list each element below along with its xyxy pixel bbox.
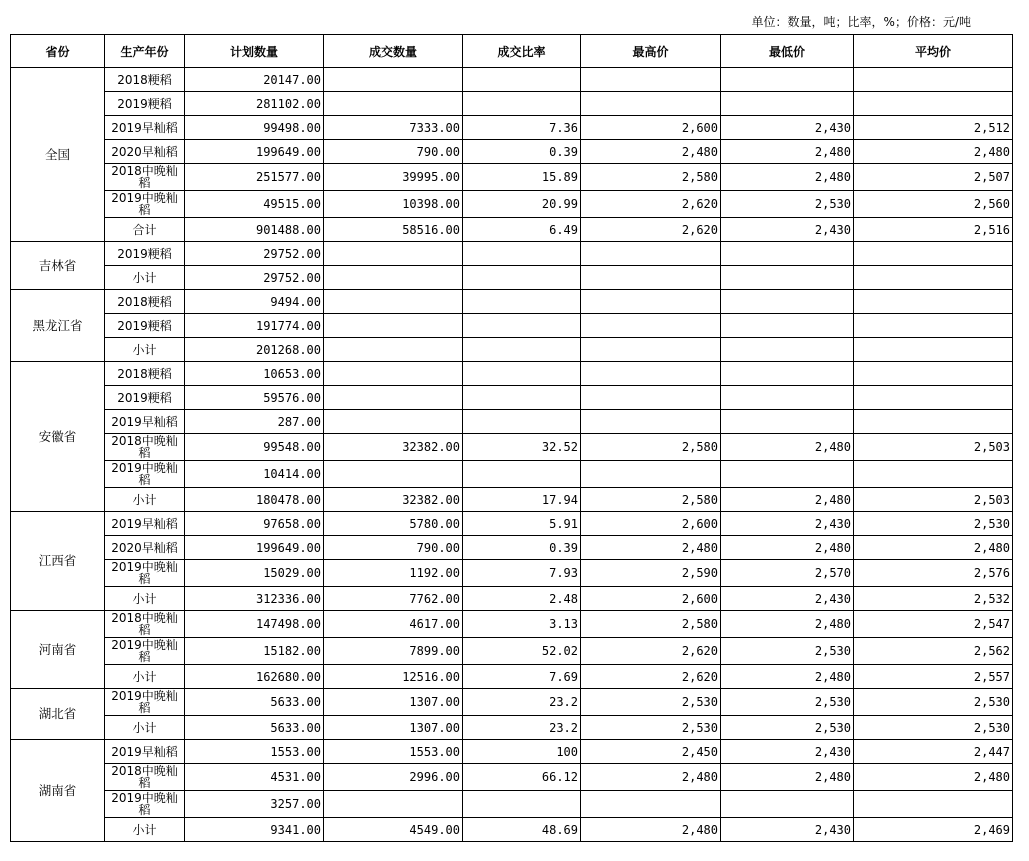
table-row	[11, 791, 1013, 818]
deal-cell	[324, 290, 463, 314]
ratio-cell: 48.69	[463, 818, 581, 842]
plan-cell: 3257.00	[185, 791, 324, 818]
plan-cell: 15182.00	[185, 638, 324, 665]
year-cell: 2019早籼稻	[105, 740, 185, 764]
max-price-cell: 2,480	[581, 764, 721, 791]
table-row	[11, 191, 1013, 218]
deal-cell: 7762.00	[324, 587, 463, 611]
year-cell: 2018粳稻	[105, 362, 185, 386]
avg-price-cell	[854, 461, 1013, 488]
deal-cell: 4617.00	[324, 611, 463, 638]
province-cell: 全国	[11, 68, 105, 242]
ratio-cell: 23.2	[463, 716, 581, 740]
table-body	[11, 68, 1013, 842]
table-row	[11, 611, 1013, 638]
min-price-cell: 2,480	[721, 764, 854, 791]
table-row	[11, 338, 1013, 362]
avg-price-cell: 2,516	[854, 218, 1013, 242]
year-cell: 2020早籼稻	[105, 536, 185, 560]
max-price-cell: 2,600	[581, 116, 721, 140]
table-row	[11, 560, 1013, 587]
min-price-cell: 2,480	[721, 164, 854, 191]
min-price-cell	[721, 338, 854, 362]
plan-cell: 9494.00	[185, 290, 324, 314]
ratio-cell: 6.49	[463, 218, 581, 242]
max-price-cell	[581, 266, 721, 290]
ratio-cell: 66.12	[463, 764, 581, 791]
ratio-cell: 23.2	[463, 689, 581, 716]
min-price-cell: 2,430	[721, 116, 854, 140]
plan-cell: 199649.00	[185, 140, 324, 164]
min-price-cell	[721, 791, 854, 818]
ratio-cell	[463, 314, 581, 338]
ratio-cell: 5.91	[463, 512, 581, 536]
year-cell: 2018中晚籼稻	[105, 764, 185, 791]
avg-price-cell	[854, 242, 1013, 266]
deal-cell: 1192.00	[324, 560, 463, 587]
ratio-cell	[463, 461, 581, 488]
province-cell: 河南省	[11, 611, 105, 689]
year-cell: 合计	[105, 218, 185, 242]
avg-price-cell	[854, 338, 1013, 362]
table-row	[11, 716, 1013, 740]
min-price-cell	[721, 92, 854, 116]
deal-cell: 39995.00	[324, 164, 463, 191]
avg-price-cell: 2,560	[854, 191, 1013, 218]
ratio-cell: 7.69	[463, 665, 581, 689]
max-price-cell: 2,450	[581, 740, 721, 764]
plan-cell: 1553.00	[185, 740, 324, 764]
plan-cell: 99498.00	[185, 116, 324, 140]
header-province: 省份	[11, 35, 105, 68]
avg-price-cell: 2,512	[854, 116, 1013, 140]
year-cell: 2018粳稻	[105, 68, 185, 92]
table-row	[11, 218, 1013, 242]
max-price-cell	[581, 92, 721, 116]
max-price-cell: 2,590	[581, 560, 721, 587]
ratio-cell	[463, 791, 581, 818]
max-price-cell: 2,620	[581, 638, 721, 665]
plan-cell: 49515.00	[185, 191, 324, 218]
deal-cell: 12516.00	[324, 665, 463, 689]
ratio-cell	[463, 290, 581, 314]
plan-cell: 201268.00	[185, 338, 324, 362]
plan-cell: 15029.00	[185, 560, 324, 587]
avg-price-cell	[854, 266, 1013, 290]
avg-price-cell: 2,447	[854, 740, 1013, 764]
avg-price-cell: 2,532	[854, 587, 1013, 611]
ratio-cell: 0.39	[463, 140, 581, 164]
header-ratio: 成交比率	[463, 35, 581, 68]
year-cell: 2019早籼稻	[105, 512, 185, 536]
deal-cell	[324, 92, 463, 116]
avg-price-cell: 2,547	[854, 611, 1013, 638]
avg-price-cell: 2,480	[854, 764, 1013, 791]
min-price-cell: 2,530	[721, 689, 854, 716]
table-row	[11, 314, 1013, 338]
table-row	[11, 362, 1013, 386]
table-row	[11, 434, 1013, 461]
plan-cell: 10414.00	[185, 461, 324, 488]
deal-cell: 4549.00	[324, 818, 463, 842]
year-cell: 小计	[105, 818, 185, 842]
ratio-cell	[463, 338, 581, 362]
plan-cell: 10653.00	[185, 362, 324, 386]
ratio-cell	[463, 386, 581, 410]
table-row	[11, 689, 1013, 716]
plan-cell: 281102.00	[185, 92, 324, 116]
year-cell: 2019中晚籼稻	[105, 638, 185, 665]
deal-cell: 1307.00	[324, 716, 463, 740]
avg-price-cell	[854, 791, 1013, 818]
ratio-cell: 15.89	[463, 164, 581, 191]
min-price-cell: 2,530	[721, 638, 854, 665]
min-price-cell: 2,430	[721, 587, 854, 611]
deal-cell: 790.00	[324, 536, 463, 560]
year-cell: 小计	[105, 338, 185, 362]
year-cell: 2019粳稻	[105, 92, 185, 116]
plan-cell: 199649.00	[185, 536, 324, 560]
table-row	[11, 290, 1013, 314]
min-price-cell: 2,480	[721, 665, 854, 689]
ratio-cell	[463, 92, 581, 116]
avg-price-cell: 2,562	[854, 638, 1013, 665]
table-row	[11, 92, 1013, 116]
year-cell: 2020早籼稻	[105, 140, 185, 164]
avg-price-cell	[854, 362, 1013, 386]
year-cell: 2018中晚籼稻	[105, 434, 185, 461]
plan-cell: 59576.00	[185, 386, 324, 410]
plan-cell: 29752.00	[185, 242, 324, 266]
avg-price-cell	[854, 68, 1013, 92]
deal-cell: 790.00	[324, 140, 463, 164]
province-cell: 黑龙江省	[11, 290, 105, 362]
max-price-cell	[581, 314, 721, 338]
plan-cell: 9341.00	[185, 818, 324, 842]
plan-cell: 97658.00	[185, 512, 324, 536]
ratio-cell: 7.93	[463, 560, 581, 587]
max-price-cell: 2,530	[581, 689, 721, 716]
avg-price-cell	[854, 410, 1013, 434]
header-min: 最低价	[721, 35, 854, 68]
deal-cell: 10398.00	[324, 191, 463, 218]
unit-note: 单位：数量，吨；比率，%；价格：元/吨	[751, 15, 971, 29]
header-year: 生产年份	[105, 35, 185, 68]
max-price-cell: 2,580	[581, 164, 721, 191]
min-price-cell	[721, 410, 854, 434]
province-cell: 湖北省	[11, 689, 105, 740]
province-cell: 安徽省	[11, 362, 105, 512]
max-price-cell	[581, 242, 721, 266]
max-price-cell: 2,580	[581, 434, 721, 461]
avg-price-cell: 2,503	[854, 488, 1013, 512]
max-price-cell	[581, 290, 721, 314]
deal-cell: 5780.00	[324, 512, 463, 536]
table-row	[11, 164, 1013, 191]
table-row	[11, 410, 1013, 434]
max-price-cell: 2,480	[581, 140, 721, 164]
avg-price-cell: 2,507	[854, 164, 1013, 191]
avg-price-cell: 2,530	[854, 512, 1013, 536]
min-price-cell: 2,530	[721, 191, 854, 218]
plan-cell: 312336.00	[185, 587, 324, 611]
deal-cell	[324, 68, 463, 92]
ratio-cell: 17.94	[463, 488, 581, 512]
avg-price-cell	[854, 314, 1013, 338]
plan-cell: 901488.00	[185, 218, 324, 242]
deal-cell	[324, 362, 463, 386]
max-price-cell	[581, 362, 721, 386]
plan-cell: 287.00	[185, 410, 324, 434]
max-price-cell: 2,580	[581, 488, 721, 512]
min-price-cell: 2,480	[721, 611, 854, 638]
avg-price-cell: 2,530	[854, 716, 1013, 740]
table-row	[11, 665, 1013, 689]
deal-cell	[324, 386, 463, 410]
plan-cell: 180478.00	[185, 488, 324, 512]
plan-cell: 162680.00	[185, 665, 324, 689]
year-cell: 小计	[105, 716, 185, 740]
deal-cell	[324, 461, 463, 488]
province-cell: 江西省	[11, 512, 105, 611]
min-price-cell: 2,570	[721, 560, 854, 587]
year-cell: 2019中晚籼稻	[105, 689, 185, 716]
min-price-cell: 2,530	[721, 716, 854, 740]
ratio-cell	[463, 410, 581, 434]
min-price-cell: 2,480	[721, 536, 854, 560]
avg-price-cell: 2,469	[854, 818, 1013, 842]
min-price-cell: 2,480	[721, 434, 854, 461]
ratio-cell: 0.39	[463, 536, 581, 560]
table-row	[11, 242, 1013, 266]
max-price-cell: 2,530	[581, 716, 721, 740]
deal-cell	[324, 242, 463, 266]
plan-cell: 20147.00	[185, 68, 324, 92]
max-price-cell: 2,620	[581, 191, 721, 218]
ratio-cell	[463, 362, 581, 386]
table-row	[11, 116, 1013, 140]
avg-price-cell: 2,576	[854, 560, 1013, 587]
year-cell: 小计	[105, 665, 185, 689]
deal-cell: 1307.00	[324, 689, 463, 716]
avg-price-cell: 2,557	[854, 665, 1013, 689]
deal-cell: 1553.00	[324, 740, 463, 764]
max-price-cell: 2,480	[581, 536, 721, 560]
table-row	[11, 587, 1013, 611]
deal-cell: 7333.00	[324, 116, 463, 140]
ratio-cell: 100	[463, 740, 581, 764]
deal-cell: 32382.00	[324, 488, 463, 512]
ratio-cell: 20.99	[463, 191, 581, 218]
plan-cell: 4531.00	[185, 764, 324, 791]
table-row	[11, 68, 1013, 92]
min-price-cell	[721, 290, 854, 314]
plan-cell: 147498.00	[185, 611, 324, 638]
min-price-cell: 2,430	[721, 740, 854, 764]
ratio-cell: 7.36	[463, 116, 581, 140]
max-price-cell: 2,620	[581, 218, 721, 242]
year-cell: 2019中晚籼稻	[105, 191, 185, 218]
deal-cell	[324, 410, 463, 434]
max-price-cell	[581, 386, 721, 410]
province-cell: 吉林省	[11, 242, 105, 290]
header-max: 最高价	[581, 35, 721, 68]
min-price-cell: 2,430	[721, 818, 854, 842]
avg-price-cell: 2,480	[854, 140, 1013, 164]
ratio-cell: 3.13	[463, 611, 581, 638]
plan-cell: 191774.00	[185, 314, 324, 338]
avg-price-cell: 2,530	[854, 689, 1013, 716]
year-cell: 小计	[105, 488, 185, 512]
max-price-cell: 2,480	[581, 818, 721, 842]
max-price-cell: 2,600	[581, 512, 721, 536]
plan-cell: 5633.00	[185, 689, 324, 716]
year-cell: 2018中晚籼稻	[105, 164, 185, 191]
plan-cell: 99548.00	[185, 434, 324, 461]
min-price-cell	[721, 461, 854, 488]
min-price-cell	[721, 314, 854, 338]
table-row	[11, 536, 1013, 560]
plan-cell: 251577.00	[185, 164, 324, 191]
year-cell: 小计	[105, 266, 185, 290]
ratio-cell	[463, 68, 581, 92]
plan-cell: 29752.00	[185, 266, 324, 290]
table-row	[11, 818, 1013, 842]
ratio-cell: 2.48	[463, 587, 581, 611]
header-deal: 成交数量	[324, 35, 463, 68]
min-price-cell	[721, 362, 854, 386]
min-price-cell: 2,480	[721, 140, 854, 164]
avg-price-cell	[854, 92, 1013, 116]
table-row	[11, 638, 1013, 665]
max-price-cell	[581, 68, 721, 92]
table-row	[11, 386, 1013, 410]
year-cell: 2019中晚籼稻	[105, 791, 185, 818]
year-cell: 2019粳稻	[105, 314, 185, 338]
deal-cell: 2996.00	[324, 764, 463, 791]
min-price-cell	[721, 266, 854, 290]
min-price-cell: 2,430	[721, 218, 854, 242]
max-price-cell	[581, 410, 721, 434]
deal-cell	[324, 266, 463, 290]
avg-price-cell	[854, 290, 1013, 314]
deal-cell	[324, 314, 463, 338]
max-price-cell: 2,600	[581, 587, 721, 611]
year-cell: 2019中晚籼稻	[105, 560, 185, 587]
year-cell: 小计	[105, 587, 185, 611]
table-row	[11, 512, 1013, 536]
year-cell: 2019粳稻	[105, 386, 185, 410]
table-row	[11, 266, 1013, 290]
avg-price-cell: 2,480	[854, 536, 1013, 560]
deal-cell: 58516.00	[324, 218, 463, 242]
table-row	[11, 140, 1013, 164]
avg-price-cell	[854, 386, 1013, 410]
ratio-cell	[463, 242, 581, 266]
max-price-cell	[581, 791, 721, 818]
min-price-cell: 2,480	[721, 488, 854, 512]
max-price-cell	[581, 338, 721, 362]
deal-cell: 7899.00	[324, 638, 463, 665]
deal-cell	[324, 791, 463, 818]
province-cell: 湖南省	[11, 740, 105, 842]
min-price-cell	[721, 386, 854, 410]
year-cell: 2019粳稻	[105, 242, 185, 266]
header-row	[11, 35, 1013, 68]
min-price-cell	[721, 68, 854, 92]
year-cell: 2019中晚籼稻	[105, 461, 185, 488]
ratio-cell	[463, 266, 581, 290]
min-price-cell: 2,430	[721, 512, 854, 536]
ratio-cell: 32.52	[463, 434, 581, 461]
trade-results-table	[10, 34, 1013, 842]
table-row	[11, 740, 1013, 764]
year-cell: 2019早籼稻	[105, 116, 185, 140]
year-cell: 2018中晚籼稻	[105, 611, 185, 638]
header-plan: 计划数量	[185, 35, 324, 68]
year-cell: 2018粳稻	[105, 290, 185, 314]
ratio-cell: 52.02	[463, 638, 581, 665]
plan-cell: 5633.00	[185, 716, 324, 740]
deal-cell	[324, 338, 463, 362]
max-price-cell: 2,620	[581, 665, 721, 689]
avg-price-cell: 2,503	[854, 434, 1013, 461]
year-cell: 2019早籼稻	[105, 410, 185, 434]
table-row	[11, 488, 1013, 512]
table-row	[11, 461, 1013, 488]
header-avg: 平均价	[854, 35, 1013, 68]
max-price-cell	[581, 461, 721, 488]
max-price-cell: 2,580	[581, 611, 721, 638]
deal-cell: 32382.00	[324, 434, 463, 461]
table-row	[11, 764, 1013, 791]
min-price-cell	[721, 242, 854, 266]
